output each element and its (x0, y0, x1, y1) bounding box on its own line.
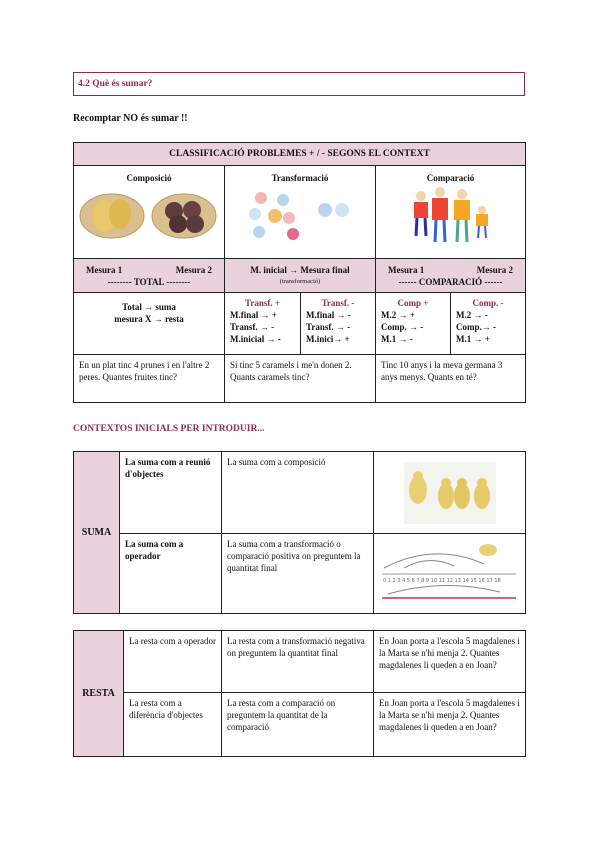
comparison-measures (376, 259, 526, 293)
classification-title: CLASSIFICACIÓ PROBLEMES + / - SEGONS EL CONTEXT (74, 143, 526, 166)
comparison-heading: Comparació (426, 173, 475, 183)
comp-minus-line-2: Comp.→ - (456, 322, 496, 332)
suma-table (73, 451, 526, 614)
suma-row-2-desc: La suma com a transformació o comparació positiva on preguntem la quantitat final (222, 534, 374, 614)
transformation-measure-label: M. inicial → Mesura final (250, 265, 350, 275)
comp-minus-line-3: M.1 → + (456, 334, 490, 344)
resta-label: RESTA (74, 631, 124, 757)
resta-row-2-desc: La resta com a comparació on preguntem la quantitat de la comparació (222, 693, 374, 757)
transf-plus-title: Transf. + (245, 298, 280, 308)
composition-rule-1: Total → suma (122, 302, 176, 312)
transf-minus-title: Transf. - (321, 298, 355, 308)
comparison-example: Tinc 10 anys i la meva germana 3 anys menys. Quants en té? (376, 355, 526, 403)
transf-minus-line-1: M.final → - (306, 310, 351, 320)
composition-measure-2: Mesura 2 (175, 265, 212, 275)
comparison-label: ------ COMPARACIÓ ------ (398, 277, 503, 287)
composition-example: En un plat tinc 4 prunes i en l'altre 2 peres. Quantes fruites tinc? (74, 355, 225, 403)
chicks-illustration (374, 452, 524, 530)
comp-plus-line-1: M.2 → + (381, 310, 415, 320)
transformation-cell (225, 166, 376, 259)
comp-plus-line-3: M.1 → - (381, 334, 413, 344)
comp-minus-rules (451, 293, 526, 355)
comp-minus-line-1: M.2 → - (456, 310, 488, 320)
transf-plus-line-3: M.inicial → - (230, 334, 281, 344)
resta-table (73, 630, 526, 757)
resta-row-1-example: En Joan porta a l'escola 5 magdalenes i la Marta se n'hi menja 2. Quantes magdalenes li queden a en Joan? (374, 631, 526, 693)
section-title: 4.2 Què és sumar? (78, 79, 153, 89)
classification-table (73, 142, 526, 403)
suma-label: SUMA (74, 452, 120, 614)
contexts-title: CONTEXTOS INICIALS PER INTRODUIR... (73, 424, 265, 434)
comp-plus-rules (376, 293, 451, 355)
recount-note: Recomptar NO és sumar !! (73, 113, 188, 124)
number-line-illustration (374, 534, 524, 610)
composition-heading: Composició (126, 173, 172, 183)
resta-row-2-title: La resta com a diferència d'objectes (124, 693, 222, 757)
transf-plus-line-1: M.final → + (230, 310, 277, 320)
transf-plus-line-2: Transf. → - (230, 322, 275, 332)
composition-cell (74, 166, 225, 259)
comparison-measure-1: Mesura 1 (388, 265, 425, 275)
transformation-heading: Transformació (271, 173, 329, 183)
comparison-cell (376, 166, 526, 259)
fruit-plates-illustration (74, 184, 224, 246)
transf-plus-rules (225, 293, 301, 355)
composition-rule-2: mesura X → resta (114, 314, 184, 324)
composition-measures (74, 259, 225, 293)
resta-row-1-desc: La resta com a transformació negativa on preguntem la quantitat final (222, 631, 374, 693)
suma-row-2-illustration-cell (374, 534, 526, 614)
suma-row-1-title: La suma com a reunió d'objectes (120, 452, 222, 534)
suma-row-2-title: La suma com a operador (120, 534, 222, 614)
number-line-labels: 0 1 2 3 4 5 6 7 8 9 10 11 12 13 14 15 16 17 18 (383, 578, 501, 584)
suma-row-1-desc: La suma com a composició (222, 452, 374, 534)
transf-minus-line-3: M.inici→ + (306, 334, 350, 344)
composition-total: -------- TOTAL -------- (107, 277, 191, 287)
resta-row-2-example: En Joan porta a l'escola 5 magdalenes i la Marta se n'hi menja 2. Quantes magdalenes li queden a en Joan? (374, 693, 526, 757)
transf-minus-line-2: Transf. → - (306, 322, 351, 332)
composition-measure-1: Mesura 1 (86, 265, 123, 275)
comp-plus-title: Comp + (397, 298, 429, 308)
transformation-note: (transformació) (279, 278, 321, 285)
candies-illustration (225, 184, 375, 246)
comp-plus-line-2: Comp. → - (381, 322, 424, 332)
suma-row-1-illustration-cell (374, 452, 526, 534)
section-title-box (73, 72, 525, 96)
transformation-example: Si tinc 5 caramels i me'n donen 2. Quants caramels tinc? (225, 355, 376, 403)
transformation-measures (225, 259, 376, 293)
comparison-measure-2: Mesura 2 (476, 265, 514, 275)
resta-row-1-title: La resta com a operador (124, 631, 222, 693)
family-illustration (376, 184, 526, 248)
transf-minus-rules (301, 293, 376, 355)
comp-minus-title: Comp. - (472, 298, 504, 308)
composition-rules (74, 293, 225, 355)
